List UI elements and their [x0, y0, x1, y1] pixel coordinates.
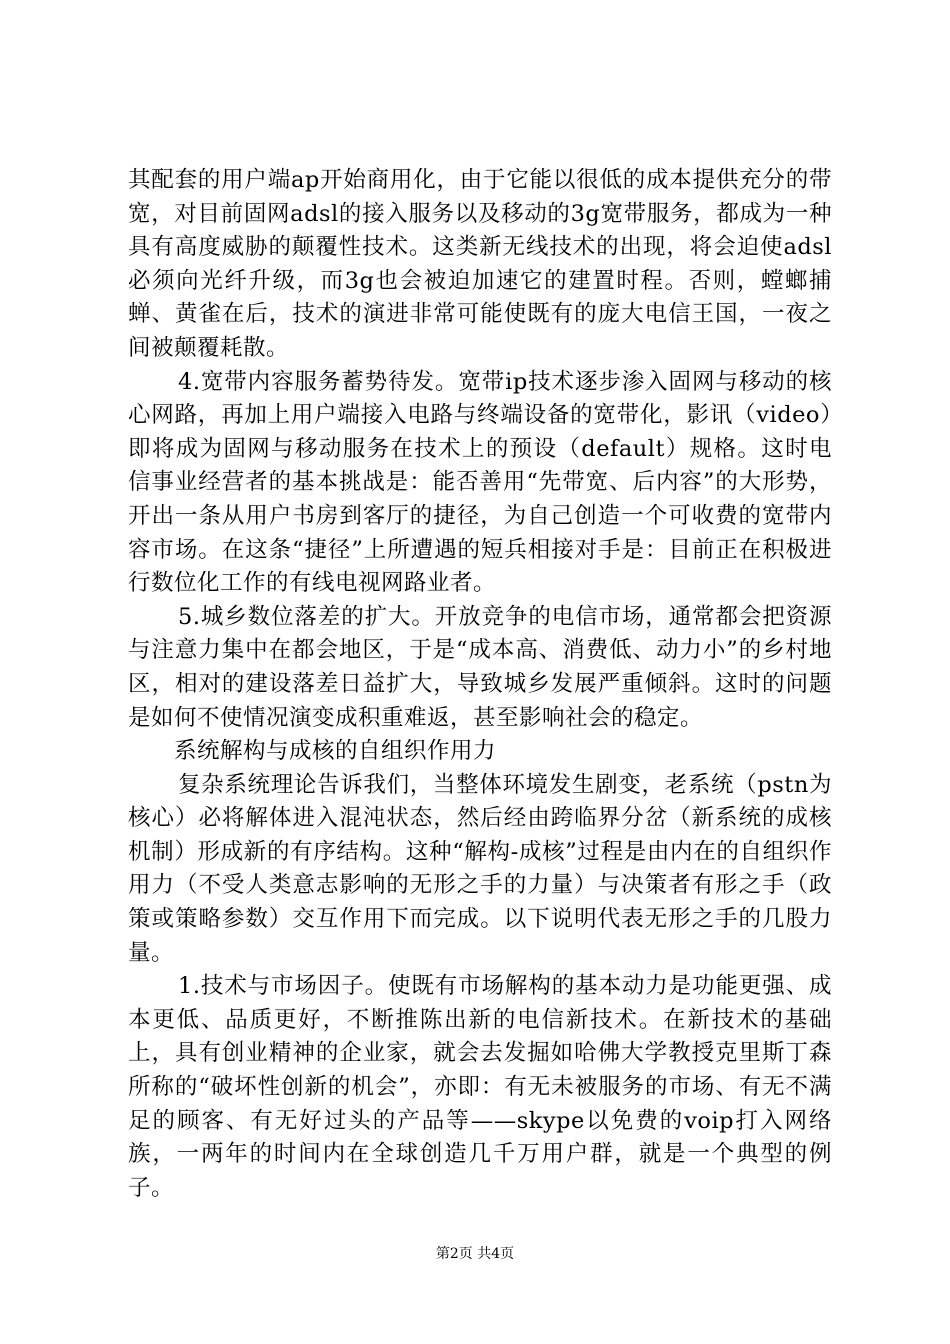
paragraph-broadband-content: 4.宽带内容服务蓄势待发。宽带ip技术逐步渗入固网与移动的核心网路，再加上用户端接入电路与终端设备的宽带化，影讯（video）即将成为固网与移动服务在技术上的预设（default）规格。这时电信事业经营者的基本挑战是：能否善用“先带宽、后内容”的大形势，开出一条从用户书房到客厅的捷径，为自己创造一个可收费的宽带内容市场。在这条“捷径”上所遭遇的短兵相接对手是：目前正在积极进行数位化工作的有线电视网路业者。	[128, 368, 832, 597]
paragraph-continuation: 其配套的用户端ap开始商用化，由于它能以很低的成本提供充分的带宽，对目前固网adsl的接入服务以及移动的3g宽带服务，都成为一种具有高度威胁的颠覆性技术。这类新无线技术的出现，将会迫使adsl必须向光纤升级，而3g也会被迫加速它的建置时程。否则，螳螂捕蝉、黄雀在后，技术的演进非常可能使既有的庞大电信王国，一夜之间被颠覆耗散。	[128, 167, 832, 361]
paragraph-technology-market: 1.技术与市场因子。使既有市场解构的基本动力是功能更强、成本更低、品质更好，不断推陈出新的电信新技术。在新技术的基础上，具有创业精神的企业家，就会去发掘如哈佛大学教授克里斯丁森所称的“破坏性创新的机会”，亦即：有无未被服务的市场、有无不满足的顾客、有无好过头的产品等——skype以免费的voip打入网络族，一两年的时间内在全球创造几千万用户群，就是一个典型的例子。	[128, 973, 832, 1201]
section-heading: 系统解构与成核的自组织作用力	[174, 738, 497, 765]
paragraph-complex-systems: 复杂系统理论告诉我们，当整体环境发生剧变，老系统（pstn为核心）必将解体进入混沌状态，然后经由跨临界分岔（新系统的成核机制）形成新的有序结构。这种“解构-成核”过程是由内在的自组织作用力（不受人类意志影响的无形之手的力量）与决策者有形之手（政策或策略参数）交互作用下而完成。以下说明代表无形之手的几股力量。	[128, 771, 832, 966]
document-body	[128, 164, 832, 1205]
paragraph-digital-divide: 5.城乡数位落差的扩大。开放竞争的电信市场，通常都会把资源与注意力集中在都会地区，于是“成本高、消费低、动力小”的乡村地区，相对的建设落差日益扩大，导致城乡发展严重倾斜。这时的问题是如何不使情况演变成积重难返，甚至影响社会的稳定。	[128, 603, 832, 731]
page-footer: 第2页 共4页	[435, 1246, 515, 1262]
